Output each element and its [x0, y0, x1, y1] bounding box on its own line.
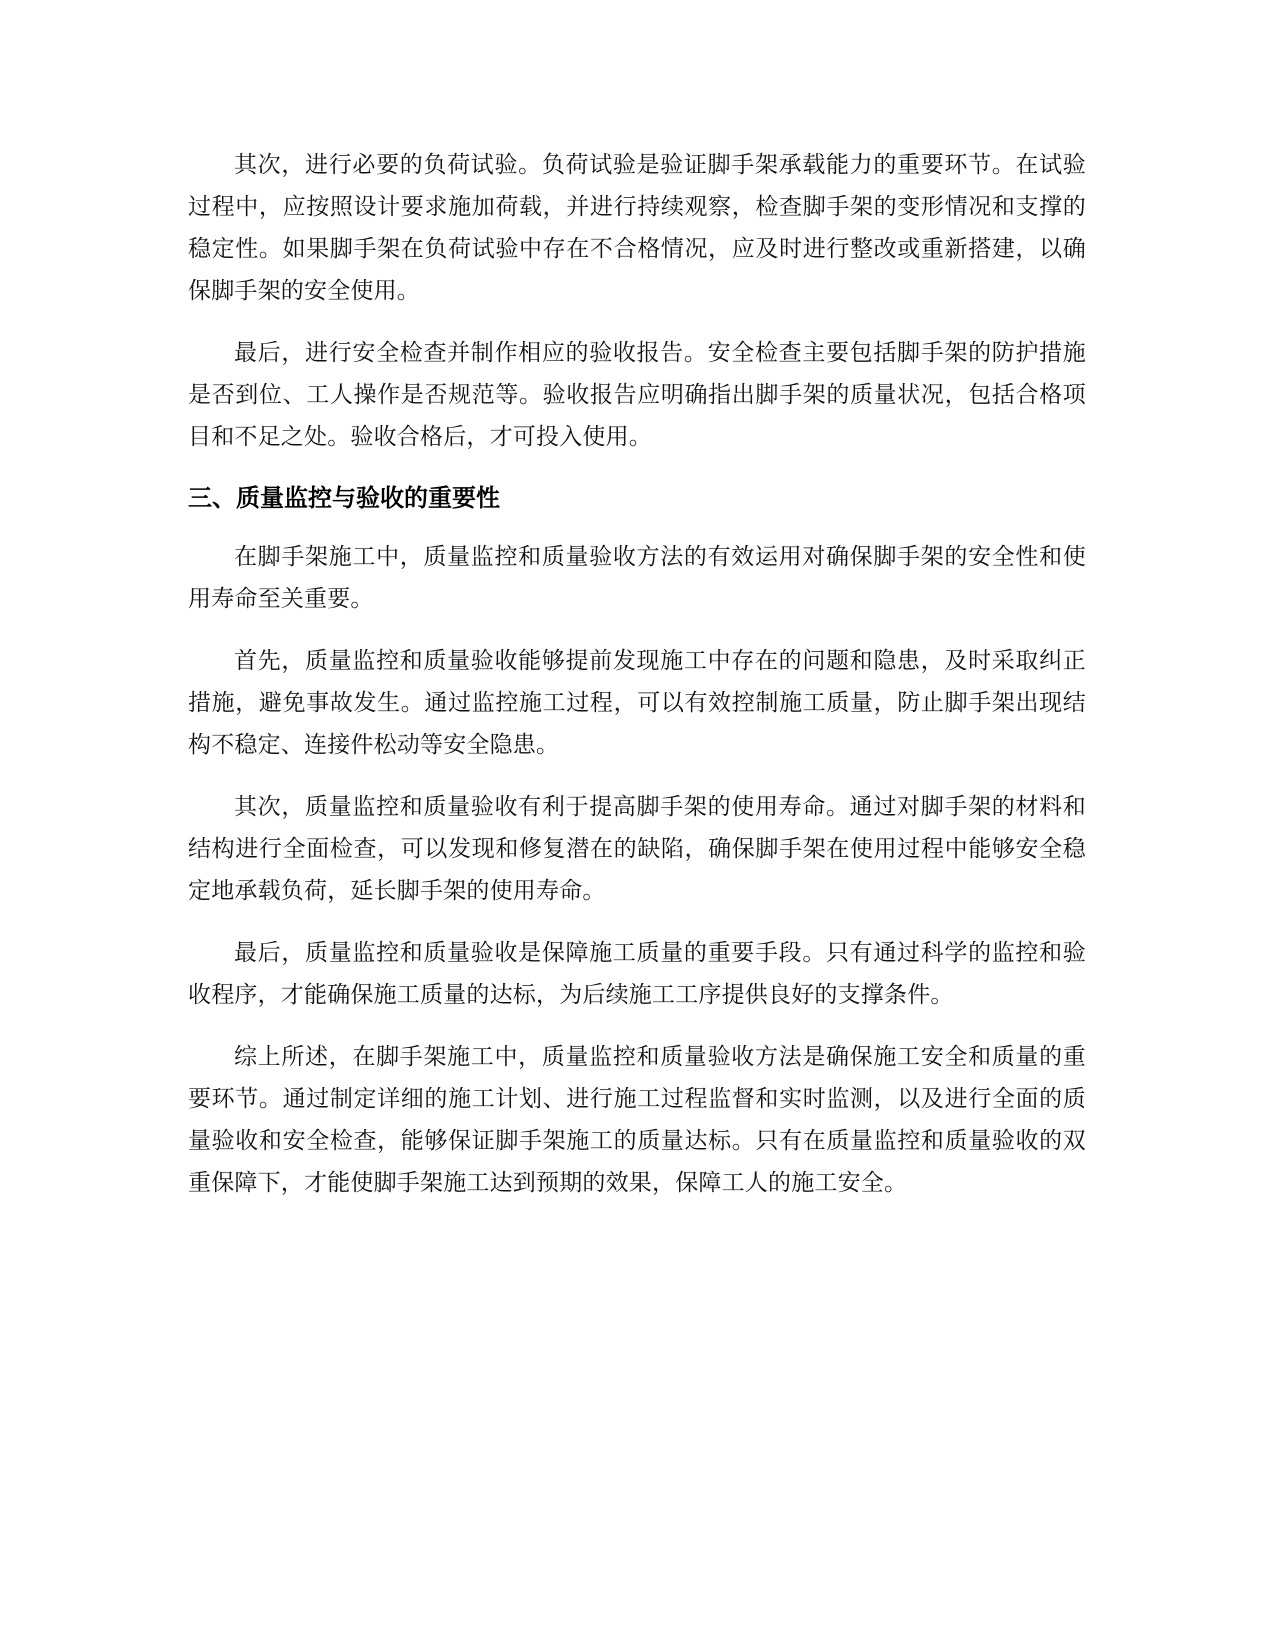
- paragraph-second-point: 其次，质量监控和质量验收有利于提高脚手架的使用寿命。通过对脚手架的材料和结构进行全面检查，可以发现和修复潜在的缺陷，确保脚手架在使用过程中能够安全稳定地承载负荷，延长脚手架的使用寿命。: [188, 794, 1086, 904]
- section-heading: 三、质量监控与验收的重要性: [188, 484, 500, 512]
- document-body: [188, 144, 1086, 1224]
- paragraph-load-test: 其次，进行必要的负荷试验。负荷试验是验证脚手架承载能力的重要环节。在试验过程中，应按照设计要求施加荷载，并进行持续观察，检查脚手架的变形情况和支撑的稳定性。如果脚手架在负荷试验中存在不合格情况，应及时进行整改或重新搭建，以确保脚手架的安全使用。: [188, 152, 1086, 304]
- paragraph-intro: 在脚手架施工中，质量监控和质量验收方法的有效运用对确保脚手架的安全性和使用寿命至关重要。: [188, 544, 1086, 612]
- paragraph-conclusion: 综上所述，在脚手架施工中，质量监控和质量验收方法是确保施工安全和质量的重要环节。通过制定详细的施工计划、进行施工过程监督和实时监测，以及进行全面的质量验收和安全检查，能够保证脚手架施工的质量达标。只有在质量监控和质量验收的双重保障下，才能使脚手架施工达到预期的效果，保障工人的施工安全。: [188, 1044, 1086, 1196]
- paragraph-first-point: 首先，质量监控和质量验收能够提前发现施工中存在的问题和隐患，及时采取纠正措施，避免事故发生。通过监控施工过程，可以有效控制施工质量，防止脚手架出现结构不稳定、连接件松动等安全隐患。: [188, 648, 1086, 758]
- paragraph-safety-inspection: 最后，进行安全检查并制作相应的验收报告。安全检查主要包括脚手架的防护措施是否到位、工人操作是否规范等。验收报告应明确指出脚手架的质量状况，包括合格项目和不足之处。验收合格后，才可投入使用。: [188, 340, 1086, 450]
- paragraph-third-point: 最后，质量监控和质量验收是保障施工质量的重要手段。只有通过科学的监控和验收程序，才能确保施工质量的达标，为后续施工工序提供良好的支撑条件。: [188, 940, 1086, 1008]
